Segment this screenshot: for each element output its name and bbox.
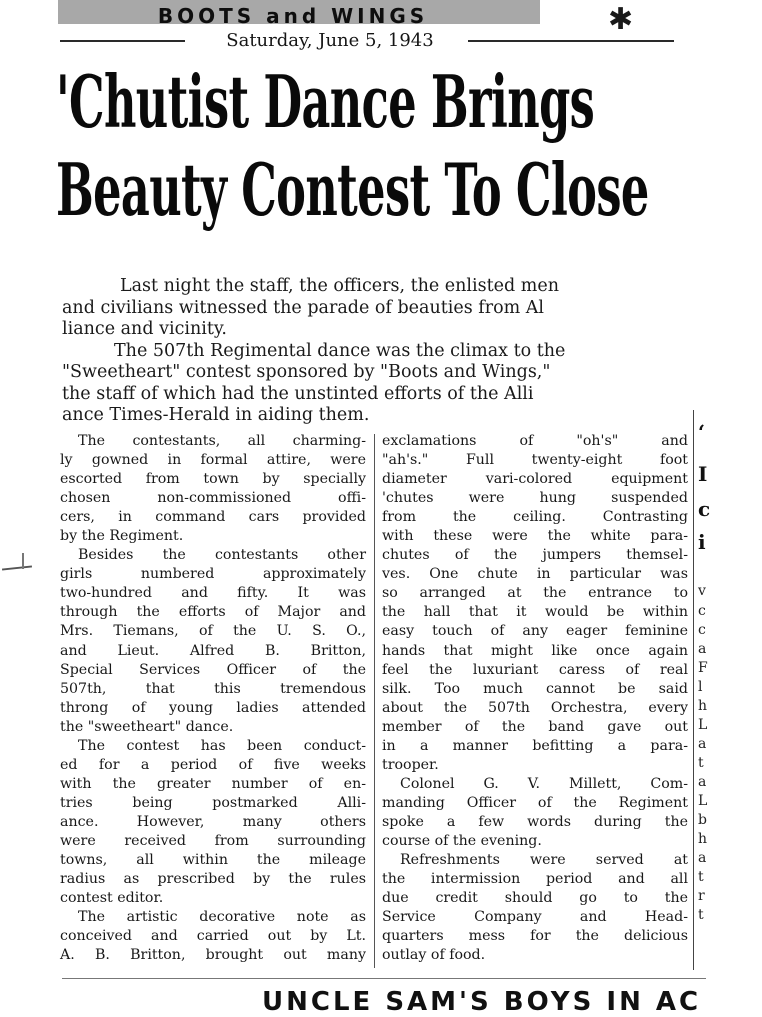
article-line: towns, all within the mileage (60, 852, 366, 869)
edge-fragment: t (698, 869, 704, 885)
article-line: Service Company and Head- (382, 909, 688, 926)
next-article-headline: UNCLE SAM'S BOYS IN AC (262, 987, 702, 1017)
edge-fragment: a (698, 736, 707, 752)
article-line: with the greater number of en- (60, 775, 366, 792)
deck-line: The 507th Regimental dance was the climax to the (114, 340, 566, 361)
edge-fragment: a (698, 774, 707, 790)
article-line: cers, in command cars provided (60, 509, 366, 526)
edge-fragment: c (698, 622, 706, 638)
article-line: exclamations of "oh's" and (382, 433, 688, 449)
article-line: escorted from town by specially (60, 471, 366, 488)
article-line: 'chutes were hung suspended (382, 490, 688, 507)
article-line: girls numbered approximately (60, 566, 366, 583)
article-line: Special Services Officer of the (60, 661, 366, 678)
masthead-date: Saturday, June 5, 1943 (226, 30, 434, 51)
article-line: Refreshments were served at (400, 852, 688, 869)
deck-line: the staff of which had the unstinted efforts of the Alli (62, 383, 534, 404)
article-line: ance. However, many others (60, 813, 366, 830)
headline-line-2: Beauty Contest To Close (56, 147, 649, 232)
edge-fragment: F (698, 660, 708, 676)
edge-fragment: t (698, 755, 704, 771)
article-line: tries being postmarked Alli- (60, 794, 366, 811)
edge-fragment: L (698, 717, 708, 733)
article-line: ly gowned in formal attire, were (60, 452, 366, 469)
article-line: A. B. Britton, brought out many (60, 947, 366, 964)
deck-line: "Sweetheart" contest sponsored by "Boots and Wings," (62, 362, 551, 382)
edge-fragment: c (698, 497, 711, 521)
edge-fragment: i (698, 530, 706, 554)
article-line: feel the luxuriant caress of real (382, 661, 688, 678)
article-line: the "sweetheart" dance. (60, 718, 234, 735)
article-line: ves. One chute in particular was (382, 566, 688, 583)
article-line: chutes of the jumpers themsel- (382, 547, 688, 564)
article-line: spoke a few words during the (382, 813, 688, 830)
article-line: "ah's." Full twenty-eight foot (382, 452, 688, 469)
deck-line: Last night the staff, the officers, the enlisted men (120, 276, 559, 296)
article-line: throng of young ladies attended (60, 699, 366, 716)
edge-fragment: b (698, 812, 707, 828)
edge-fragment: c (698, 603, 706, 619)
article-line: the hall that it would be within (382, 604, 688, 621)
edge-fragment: h (698, 831, 708, 847)
article-line: from the ceiling. Contrasting (382, 509, 688, 526)
article-line: two-hundred and fifty. It was (60, 585, 366, 602)
edge-fragment: v (698, 583, 706, 599)
headline-line-1: 'Chutist Dance Brings (56, 59, 595, 144)
edge-fragment: l (698, 679, 703, 695)
edge-fragment: I (698, 462, 708, 486)
article-line: quarters mess for the delicious (382, 928, 688, 945)
article-line: Mrs. Tiemans, of the U. S. O., (60, 623, 366, 640)
article-line: and Lieut. Alfred B. Britton, (60, 642, 366, 659)
article-line: The contest has been conduct- (78, 737, 366, 754)
article-line: diameter vari-colored equipment (382, 471, 688, 488)
article-line: silk. Too much cannot be said (382, 680, 688, 697)
article-line: member of the band gave out (382, 718, 688, 735)
article-line: Besides the contestants other (78, 547, 366, 564)
article-line: in a manner befitting a para- (382, 737, 688, 754)
edge-fragment: L (698, 793, 708, 809)
article-line: due credit should go to the (382, 890, 688, 907)
masthead-title: BOOTS and WINGS (157, 4, 429, 28)
article-line: so arranged at the entrance to (382, 585, 688, 602)
edge-fragment: t (698, 907, 704, 923)
article-line: chosen non-commissioned offi- (60, 490, 366, 507)
article-line: 507th, that this tremendous (60, 680, 366, 697)
article-line: manding Officer of the Regiment (382, 794, 688, 811)
deck-line: and civilians witnessed the parade of beauties from Al (62, 297, 545, 318)
edge-fragment: h (698, 698, 708, 714)
edge-fragment: a (698, 850, 707, 866)
article-line: The contestants, all charming- (78, 433, 366, 449)
article-line: conceived and carried out by Lt. (60, 928, 366, 945)
article-line: trooper. (382, 756, 439, 773)
article-line: were received from surrounding (60, 832, 366, 849)
edge-fragment: a (698, 641, 707, 657)
article-line: by the Regiment. (60, 528, 184, 545)
article-line: contest editor. (60, 890, 164, 907)
edge-fragment: r (698, 888, 705, 904)
article-line: outlay of food. (382, 947, 486, 964)
article-line: the intermission period and all (382, 871, 688, 888)
article-line: The artistic decorative note as (78, 909, 366, 926)
deck-line: ance Times-Herald in aiding them. (62, 405, 370, 425)
article-line: course of the evening. (382, 832, 542, 849)
deck-line: liance and vicinity. (62, 319, 227, 339)
article-line: about the 507th Orchestra, every (382, 699, 688, 716)
article-line: ed for a period of five weeks (60, 756, 366, 773)
article-line: through the efforts of Major and (60, 604, 366, 621)
article-line: Colonel G. V. Millett, Com- (400, 775, 688, 792)
star-icon: ✱ (608, 2, 634, 37)
article-line: with these were the white para- (382, 528, 688, 545)
article-line: radius as prescribed by the rules (60, 871, 366, 888)
article-line: easy touch of any eager feminine (382, 623, 688, 640)
edge-fragment: ‘ (698, 420, 705, 444)
article-line: hands that might like once again (382, 642, 688, 659)
